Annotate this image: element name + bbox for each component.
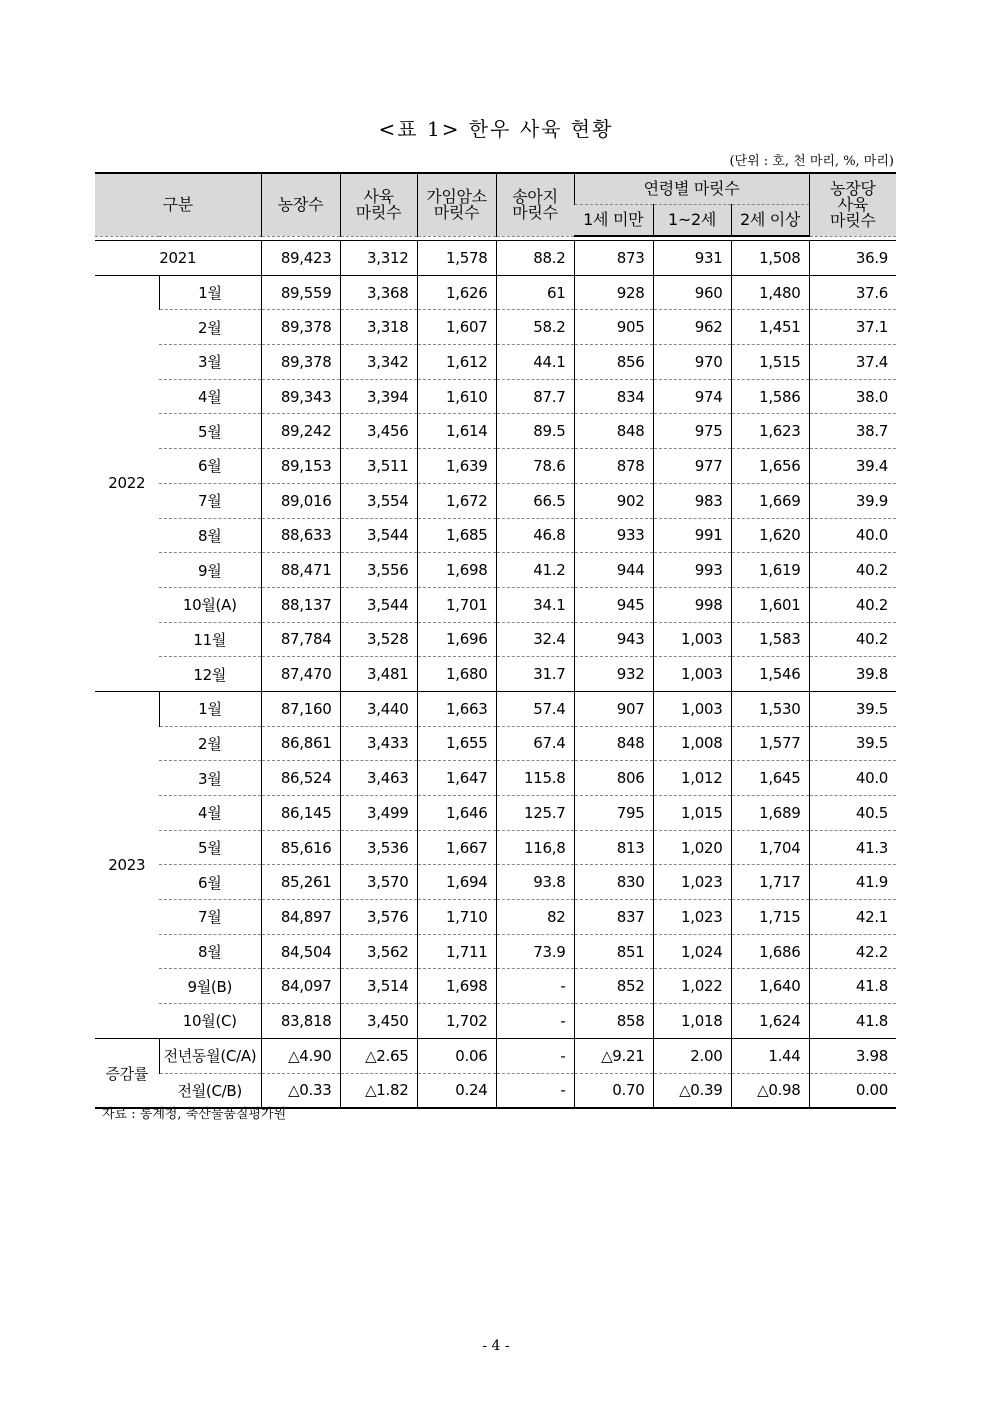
table-cell: 856	[574, 345, 653, 380]
header-category: 구분	[95, 173, 261, 236]
table-cell: 1,698	[417, 553, 496, 588]
header-cows: 가임암소 마릿수	[417, 173, 496, 236]
table-cell: 89.5	[496, 414, 574, 449]
table-cell: 40.5	[809, 796, 896, 831]
table-cell: 88,633	[261, 518, 340, 553]
table-row	[95, 691, 896, 726]
table-cell: 837	[574, 900, 653, 935]
table-cell: -	[496, 969, 574, 1004]
table-cell: 1,012	[653, 761, 731, 796]
table-cell: 4월	[159, 796, 261, 831]
table-cell: 1,663	[417, 691, 496, 726]
table-cell: △9.21	[574, 1038, 653, 1073]
table-cell: 2월	[159, 726, 261, 761]
table-row	[95, 934, 896, 969]
table-cell: 32.4	[496, 622, 574, 657]
table-row	[95, 865, 896, 900]
table-cell: 40.2	[809, 587, 896, 622]
table-cell: 46.8	[496, 518, 574, 553]
table-row	[95, 969, 896, 1004]
table-row	[95, 796, 896, 831]
table-cell: 813	[574, 830, 653, 865]
table-cell: 86,861	[261, 726, 340, 761]
table-cell: 7월	[159, 483, 261, 518]
table-cell: 3,440	[340, 691, 417, 726]
table-cell: 3월	[159, 345, 261, 380]
table-cell: 1,626	[417, 275, 496, 310]
table-cell: 3,576	[340, 900, 417, 935]
table-cell: 89,153	[261, 449, 340, 484]
table-cell: △1.82	[340, 1073, 417, 1108]
table-cell: 1,646	[417, 796, 496, 831]
table-cell: 6월	[159, 865, 261, 900]
table-cell: 36.9	[809, 241, 896, 276]
table-cell: 37.6	[809, 275, 896, 310]
table-cell: 3.98	[809, 1038, 896, 1073]
table-cell: 3,342	[340, 345, 417, 380]
table-cell: 115.8	[496, 761, 574, 796]
table-cell: 전월(C/B)	[159, 1073, 261, 1108]
table-cell: 57.4	[496, 691, 574, 726]
header-farms: 농장수	[261, 173, 340, 236]
table-cell: 1,715	[731, 900, 809, 935]
table-cell: 3,554	[340, 483, 417, 518]
table-cell: 795	[574, 796, 653, 831]
table-cell: 85,261	[261, 865, 340, 900]
table-body	[95, 236, 896, 1108]
table-cell: 1,578	[417, 241, 496, 276]
table-cell: 3,450	[340, 1004, 417, 1039]
table-row	[95, 622, 896, 657]
table-cell: 12월	[159, 657, 261, 692]
table-cell: 1,710	[417, 900, 496, 935]
table-cell: 41.2	[496, 553, 574, 588]
table-cell: 89,559	[261, 275, 340, 310]
table-cell: 3,556	[340, 553, 417, 588]
table-cell: 85,616	[261, 830, 340, 865]
table-cell: 67.4	[496, 726, 574, 761]
table-cell: 1,607	[417, 310, 496, 345]
table-cell: 3,368	[340, 275, 417, 310]
header-cattle: 사육 마릿수	[340, 173, 417, 236]
table-row	[95, 1004, 896, 1039]
table-cell: 87,160	[261, 691, 340, 726]
table-cell: 39.8	[809, 657, 896, 692]
table-cell: 39.9	[809, 483, 896, 518]
table-cell: 84,504	[261, 934, 340, 969]
table-cell: 3,544	[340, 518, 417, 553]
table-cell: 1,508	[731, 241, 809, 276]
table-cell: 84,097	[261, 969, 340, 1004]
table-cell: 88,137	[261, 587, 340, 622]
table-cell: 8월	[159, 934, 261, 969]
table-cell: 6월	[159, 449, 261, 484]
table-cell: 1월	[159, 275, 261, 310]
table-cell: 3,514	[340, 969, 417, 1004]
table-cell: 41.8	[809, 1004, 896, 1039]
table-cell: 89,242	[261, 414, 340, 449]
table-cell: -	[496, 1038, 574, 1073]
table-cell: 993	[653, 553, 731, 588]
table-cell: 873	[574, 241, 653, 276]
table-cell: 1,020	[653, 830, 731, 865]
table-cell: △0.33	[261, 1073, 340, 1108]
table-cell: 42.1	[809, 900, 896, 935]
table-cell: 3,544	[340, 587, 417, 622]
table-cell: 73.9	[496, 934, 574, 969]
table-cell: 975	[653, 414, 731, 449]
table-cell: 2.00	[653, 1038, 731, 1073]
table-cell: 1,024	[653, 934, 731, 969]
table-row	[95, 241, 896, 276]
page-number: - 4 -	[482, 1338, 510, 1354]
table-row	[95, 483, 896, 518]
table-cell: △4.90	[261, 1038, 340, 1073]
table-row	[95, 414, 896, 449]
table-cell: 116,8	[496, 830, 574, 865]
table-cell: 66.5	[496, 483, 574, 518]
table-cell: 2021	[95, 241, 261, 276]
hanwoo-table	[95, 172, 896, 1109]
table-row	[95, 553, 896, 588]
table-cell: 3,499	[340, 796, 417, 831]
table-cell: 9월(B)	[159, 969, 261, 1004]
table-cell: 878	[574, 449, 653, 484]
table-cell: 1,601	[731, 587, 809, 622]
table-cell: 852	[574, 969, 653, 1004]
table-cell: 3,312	[340, 241, 417, 276]
source-note: 자료 : 통계청, 축산물품질평가원	[102, 1107, 287, 1122]
table-cell: 86,524	[261, 761, 340, 796]
table-cell: 89,378	[261, 345, 340, 380]
table-cell: 974	[653, 379, 731, 414]
table-cell: 1,451	[731, 310, 809, 345]
table-row	[95, 379, 896, 414]
table-cell: 1,639	[417, 449, 496, 484]
table-cell: 39.5	[809, 726, 896, 761]
table-cell: 945	[574, 587, 653, 622]
table-cell: 1월	[159, 691, 261, 726]
table-cell: 1,647	[417, 761, 496, 796]
table-cell: 928	[574, 275, 653, 310]
table-row	[95, 345, 896, 380]
table-cell: 1,655	[417, 726, 496, 761]
table-cell: 932	[574, 657, 653, 692]
table-cell: 943	[574, 622, 653, 657]
table-cell: 41.3	[809, 830, 896, 865]
table-cell: -	[496, 1004, 574, 1039]
header-by-age: 연령별 마릿수	[574, 173, 809, 205]
table-cell: 42.2	[809, 934, 896, 969]
table-cell: 40.2	[809, 553, 896, 588]
table-cell: 40.0	[809, 518, 896, 553]
table-cell: 1,694	[417, 865, 496, 900]
table-cell: 977	[653, 449, 731, 484]
table-cell: 1,577	[731, 726, 809, 761]
table-cell: 11월	[159, 622, 261, 657]
table-cell: 931	[653, 241, 731, 276]
table-cell: 3,481	[340, 657, 417, 692]
table-cell: 38.0	[809, 379, 896, 414]
table-cell: 44.1	[496, 345, 574, 380]
table-cell: 39.4	[809, 449, 896, 484]
group-label: 2022	[95, 275, 159, 691]
table-cell: 3월	[159, 761, 261, 796]
table-cell: 87,470	[261, 657, 340, 692]
table-cell: 41.9	[809, 865, 896, 900]
table-row	[95, 1038, 896, 1073]
table-cell: 1,610	[417, 379, 496, 414]
table-cell: 38.7	[809, 414, 896, 449]
table-cell: 1,003	[653, 622, 731, 657]
table-cell: 41.8	[809, 969, 896, 1004]
table-cell: 10월(A)	[159, 587, 261, 622]
table-row	[95, 587, 896, 622]
table-cell: △2.65	[340, 1038, 417, 1073]
table-cell: 1,704	[731, 830, 809, 865]
table-cell: 983	[653, 483, 731, 518]
table-cell: 4월	[159, 379, 261, 414]
table-title: <표 1> 한우 사육 현황	[378, 117, 614, 141]
table-cell: 1,583	[731, 622, 809, 657]
table-cell: 1,711	[417, 934, 496, 969]
table-cell: 84,897	[261, 900, 340, 935]
table-cell: 37.4	[809, 345, 896, 380]
table-cell: 전년동월(C/A)	[159, 1038, 261, 1073]
table-cell: 991	[653, 518, 731, 553]
table-cell: 40.2	[809, 622, 896, 657]
table-cell: 1,672	[417, 483, 496, 518]
table-cell: 7월	[159, 900, 261, 935]
table-cell: 1,669	[731, 483, 809, 518]
table-cell: 1,586	[731, 379, 809, 414]
header-age3: 2세 이상	[731, 205, 809, 237]
table-cell: 1,480	[731, 275, 809, 310]
table-cell: 5월	[159, 830, 261, 865]
table-cell: 1,623	[731, 414, 809, 449]
table-cell: 83,818	[261, 1004, 340, 1039]
table-cell: 1,003	[653, 657, 731, 692]
table-cell: 806	[574, 761, 653, 796]
table-cell: 998	[653, 587, 731, 622]
table-cell: 2월	[159, 310, 261, 345]
header-per-farm: 농장당 사육 마릿수	[809, 173, 896, 236]
table-cell: 851	[574, 934, 653, 969]
table-cell: 1,689	[731, 796, 809, 831]
table-cell: 1,702	[417, 1004, 496, 1039]
table-cell: 1,023	[653, 900, 731, 935]
table-cell: 34.1	[496, 587, 574, 622]
table-cell: -	[496, 1073, 574, 1108]
table-cell: 3,536	[340, 830, 417, 865]
table-cell: 3,318	[340, 310, 417, 345]
table-cell: 1,003	[653, 691, 731, 726]
table-cell: 0.70	[574, 1073, 653, 1108]
table-cell: 58.2	[496, 310, 574, 345]
header-age1: 1세 미만	[574, 205, 653, 237]
table-cell: 848	[574, 414, 653, 449]
table-cell: 3,528	[340, 622, 417, 657]
table-cell: 78.6	[496, 449, 574, 484]
table-cell: 944	[574, 553, 653, 588]
table-cell: 1,018	[653, 1004, 731, 1039]
table-cell: 1,008	[653, 726, 731, 761]
table-cell: 848	[574, 726, 653, 761]
table-cell: 1,015	[653, 796, 731, 831]
table-cell: 88,471	[261, 553, 340, 588]
table-cell: 1.44	[731, 1038, 809, 1073]
table-cell: 1,656	[731, 449, 809, 484]
table-cell: 1,620	[731, 518, 809, 553]
table-row	[95, 900, 896, 935]
table-cell: 1,686	[731, 934, 809, 969]
table-row	[95, 449, 896, 484]
table-cell: 39.5	[809, 691, 896, 726]
table-cell: 3,394	[340, 379, 417, 414]
table-cell: 88.2	[496, 241, 574, 276]
table-cell: 3,562	[340, 934, 417, 969]
table-cell: 905	[574, 310, 653, 345]
table-cell: 1,717	[731, 865, 809, 900]
table-cell: △0.98	[731, 1073, 809, 1108]
table-cell: 907	[574, 691, 653, 726]
table-cell: 858	[574, 1004, 653, 1039]
table-cell: 1,685	[417, 518, 496, 553]
table-cell: 82	[496, 900, 574, 935]
table-cell: 125.7	[496, 796, 574, 831]
table-cell: 1,619	[731, 553, 809, 588]
group-label: 증감률	[95, 1038, 159, 1108]
table-cell: 962	[653, 310, 731, 345]
table-cell: 3,456	[340, 414, 417, 449]
table-cell: 93.8	[496, 865, 574, 900]
table-cell: 1,023	[653, 865, 731, 900]
table-row	[95, 310, 896, 345]
table-cell: 902	[574, 483, 653, 518]
table-row	[95, 830, 896, 865]
table-cell: 5월	[159, 414, 261, 449]
table-cell: 960	[653, 275, 731, 310]
table-row	[95, 761, 896, 796]
table-cell: 1,515	[731, 345, 809, 380]
table-cell: 933	[574, 518, 653, 553]
table-cell: 31.7	[496, 657, 574, 692]
table-cell: 970	[653, 345, 731, 380]
table-cell: △0.39	[653, 1073, 731, 1108]
table-row	[95, 275, 896, 310]
table-cell: 40.0	[809, 761, 896, 796]
table-cell: 1,546	[731, 657, 809, 692]
header-age2: 1~2세	[653, 205, 731, 237]
table-cell: 87.7	[496, 379, 574, 414]
table-cell: 3,570	[340, 865, 417, 900]
group-label: 2023	[95, 691, 159, 1038]
table-cell: 830	[574, 865, 653, 900]
table-cell: 10월(C)	[159, 1004, 261, 1039]
table-row	[95, 518, 896, 553]
table-cell: 1,614	[417, 414, 496, 449]
table-cell: 9월	[159, 553, 261, 588]
table-cell: 37.1	[809, 310, 896, 345]
table-cell: 834	[574, 379, 653, 414]
table-cell: 61	[496, 275, 574, 310]
table-cell: 89,016	[261, 483, 340, 518]
table-cell: 1,530	[731, 691, 809, 726]
table-cell: 87,784	[261, 622, 340, 657]
table-cell: 8월	[159, 518, 261, 553]
table-cell: 1,640	[731, 969, 809, 1004]
table-cell: 89,378	[261, 310, 340, 345]
table-cell: 1,612	[417, 345, 496, 380]
table-cell: 0.06	[417, 1038, 496, 1073]
table-cell: 1,680	[417, 657, 496, 692]
table-cell: 3,463	[340, 761, 417, 796]
table-row	[95, 657, 896, 692]
unit-note: (단위 : 호, 천 마리, %, 마리)	[729, 154, 894, 169]
table-cell: 3,433	[340, 726, 417, 761]
table-cell: 89,423	[261, 241, 340, 276]
table-cell: 1,624	[731, 1004, 809, 1039]
table-cell: 0.24	[417, 1073, 496, 1108]
table-cell: 1,022	[653, 969, 731, 1004]
table-cell: 0.00	[809, 1073, 896, 1108]
table-row	[95, 726, 896, 761]
table-cell: 1,698	[417, 969, 496, 1004]
table-cell: 1,645	[731, 761, 809, 796]
table-cell: 1,696	[417, 622, 496, 657]
table-cell: 1,701	[417, 587, 496, 622]
table-cell: 89,343	[261, 379, 340, 414]
table-cell: 1,667	[417, 830, 496, 865]
table-cell: 3,511	[340, 449, 417, 484]
header-calves: 송아지 마릿수	[496, 173, 574, 236]
table-cell: 86,145	[261, 796, 340, 831]
